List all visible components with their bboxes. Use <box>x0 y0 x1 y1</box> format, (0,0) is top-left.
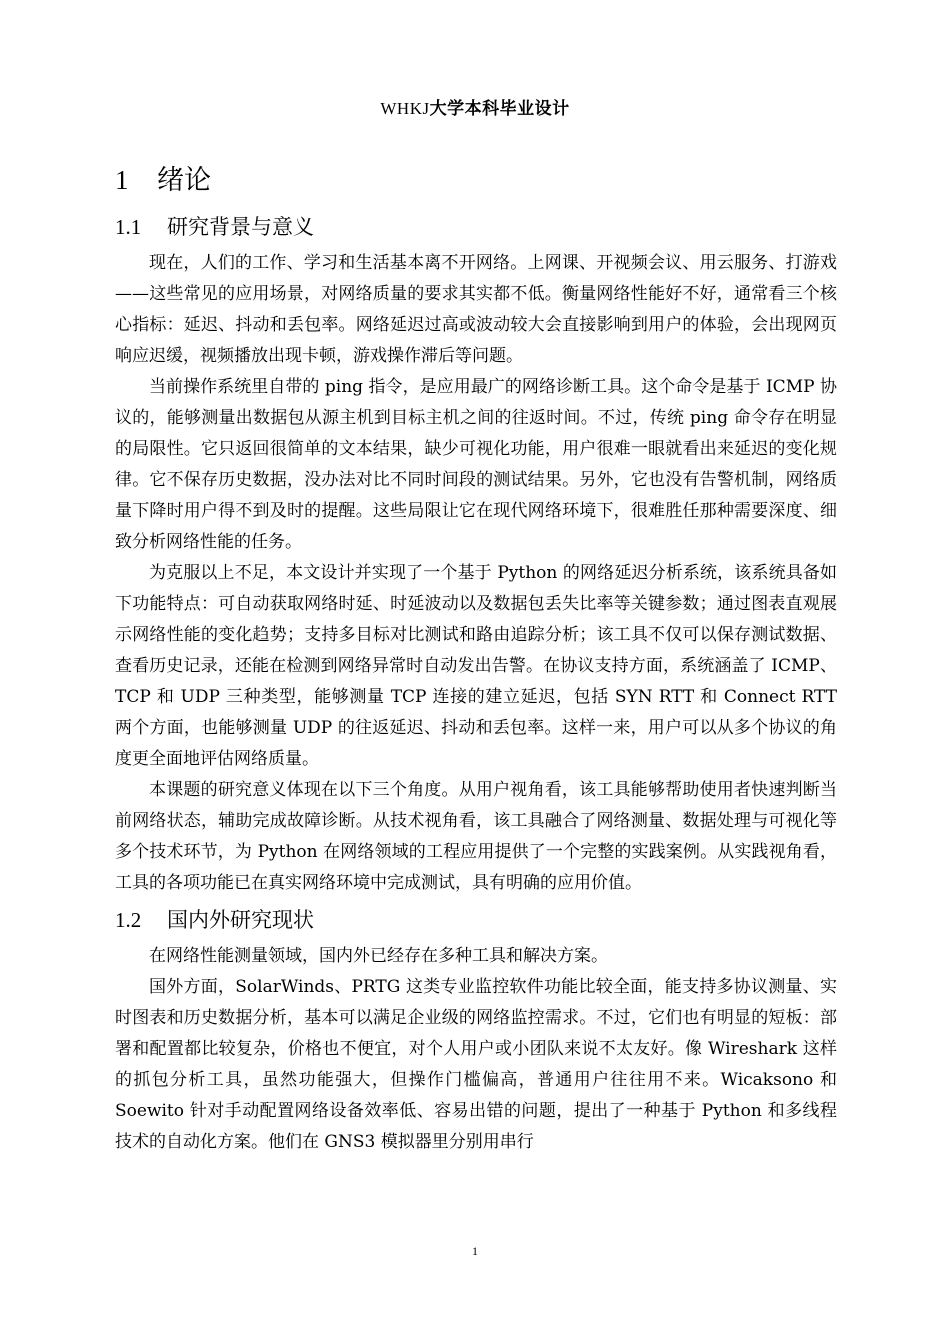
section-name: 国内外研究现状 <box>167 908 314 932</box>
section-title-1-2 <box>115 899 837 941</box>
paragraph: 为克服以上不足，本文设计并实现了一个基于 Python 的网络延迟分析系统，该系统具备如下功能特点：可自动获取网络时延、时延波动以及数据包丢失比率等关键参数；通过图表直观展示网络性能的变化趋势；支持多目标对比测试和路由追踪分析；该工具不仅可以保存测试数据、查看历史记录，还能在检测到网络异常时自动发出告警。在协议支持方面，系统涵盖了 ICMP、TCP 和 UDP 三种类型，能够测量 TCP 连接的建立延迟，包括 SYN RTT 和 Connect RTT 两个方面，也能够测量 UDP 的往返延迟、抖动和丢包率。这样一来，用户可以从多个协议的角度更全面地评估网络质量。 <box>115 563 837 769</box>
paragraph: 在网络性能测量领域，国内外已经存在多种工具和解决方案。 <box>149 946 608 966</box>
chapter-name: 绪论 <box>157 165 211 196</box>
running-header <box>0 94 950 119</box>
section-title-1-1 <box>115 206 837 248</box>
section-name: 研究背景与意义 <box>167 215 314 239</box>
chapter-number: 1 <box>115 165 129 195</box>
header-chinese: 大学本科毕业设计 <box>429 99 570 119</box>
paragraph: 当前操作系统里自带的 ping 指令，是应用最广的网络诊断工具。这个命令是基于 ICMP 协议的，能够测量出数据包从源主机到目标主机之间的往返时间。不过，传统 ping 命令存在明显的局限性。它只返回很简单的文本结果，缺少可视化功能，用户很难一眼就看出来延迟的变化规律。它不保存历史数据，没办法对比不同时间段的测试结果。另外，它也没有告警机制，网络质量下降时用户得不到及时的提醒。这些局限让它在现代网络环境下，很难胜任那种需要深度、细致分析网络性能的任务。 <box>115 377 837 552</box>
paragraph: 现在，人们的工作、学习和生活基本离不开网络。上网课、开视频会议、用云服务、打游戏——这些常见的应用场景，对网络质量的要求其实都不低。衡量网络性能好不好，通常看三个核心指标：延迟、抖动和丢包率。网络延迟过高或波动较大会直接影响到用户的体验，会出现网页响应迟缓，视频播放出现卡顿，游戏操作滞后等问题。 <box>115 253 837 366</box>
page-number: 1 <box>472 1244 478 1258</box>
header-latin: WHKJ <box>380 99 430 118</box>
section-number: 1.1 <box>115 215 142 239</box>
section-number: 1.2 <box>115 908 142 932</box>
page-content <box>115 156 837 1158</box>
chapter-title <box>115 156 837 206</box>
paragraph: 国外方面，SolarWinds、PRTG 这类专业监控软件功能比较全面，能支持多协议测量、实时图表和历史数据分析，基本可以满足企业级的网络监控需求。不过，它们也有明显的短板：部署和配置都比较复杂，价格也不便宜，对个人用户或小团队来说不太友好。像 Wireshark 这样的抓包分析工具，虽然功能强大，但操作门槛偏高，普通用户往往用不来。Wicaksono 和 Soewito 针对手动配置网络设备效率低、容易出错的问题，提出了一种基于 Python 和多线程技术的自动化方案。他们在 GNS3 模拟器里分别用串行 <box>115 977 837 1152</box>
paragraph: 本课题的研究意义体现在以下三个角度。从用户视角看，该工具能够帮助使用者快速判断当前网络状态，辅助完成故障诊断。从技术视角看，该工具融合了网络测量、数据处理与可视化等多个技术环节，为 Python 在网络领域的工程应用提供了一个完整的实践案例。从实践视角看，工具的各项功能已在真实网络环境中完成测试，具有明确的应用价值。 <box>115 780 837 893</box>
